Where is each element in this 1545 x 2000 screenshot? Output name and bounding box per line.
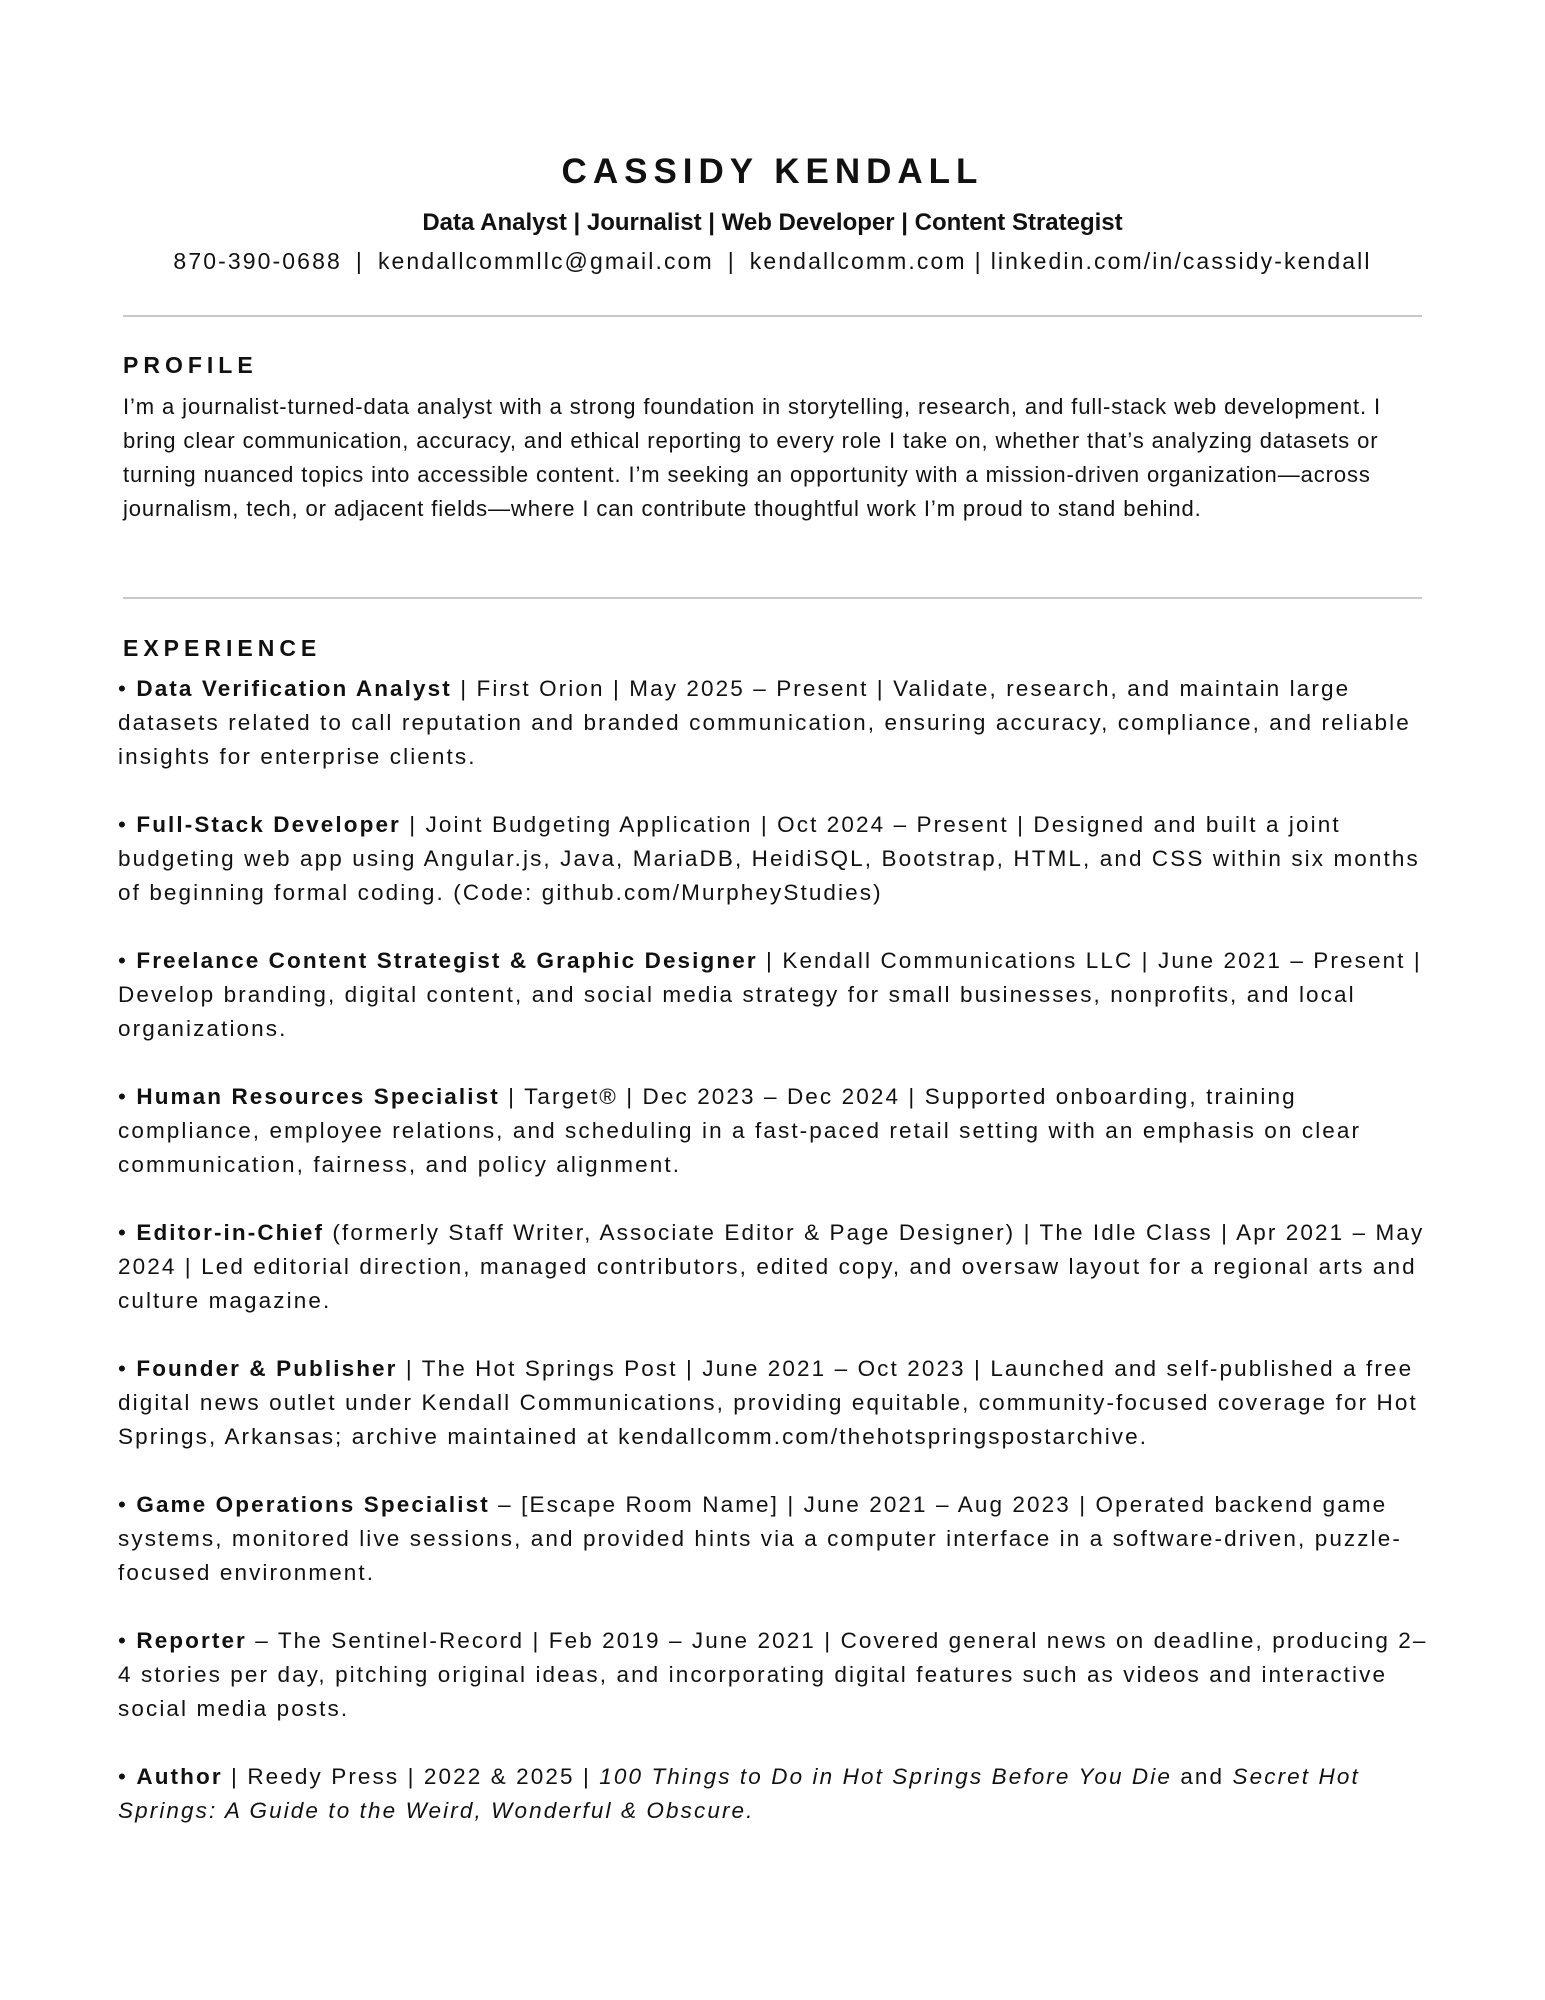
divider: [123, 315, 1422, 317]
contact-separator: |: [727, 248, 736, 274]
job-details: | Joint Budgeting Application | Oct 2024 – Present | Designed and built a joint budgeting web app using Angular.js, Java, MariaDB, HeidiSQL, Bootstrap, HTML, and CSS within six months of beginning formal coding. (Code: github.com/MurpheyStudies): [118, 812, 1420, 905]
job-title: Human Resources Specialist: [136, 1084, 500, 1109]
job-details: (formerly Staff Writer, Associate Editor & Page Designer) | The Idle Class | Apr 2021 – May 2024 | Led editorial direction, managed contributors, edited copy, and oversaw layout for a regional arts and culture magazine.: [118, 1220, 1425, 1313]
job-title: Game Operations Specialist: [136, 1492, 490, 1517]
website: kendallcomm.com: [749, 248, 967, 274]
book-title: Secret Hot Springs: A Guide to the Weird, Wonderful & Obscure.: [118, 1764, 1360, 1823]
author-details: | Reedy Press | 2022 & 2025 |: [222, 1764, 600, 1789]
linkedin-url: linkedin.com/in/cassidy-kendall: [990, 248, 1372, 274]
book-joiner: and: [1171, 1764, 1233, 1789]
book-title: 100 Things to Do in Hot Springs Before You Die: [599, 1764, 1172, 1789]
job-details: | Target® | Dec 2023 – Dec 2024 | Supported onboarding, training compliance, employee relations, and scheduling in a fast-paced retail setting with an emphasis on clear communication, fairness, and policy alignment.: [118, 1084, 1362, 1177]
experience-entry: [118, 1352, 1428, 1454]
experience-heading: EXPERIENCE: [123, 635, 322, 661]
job-title: Reporter: [136, 1628, 247, 1653]
experience-entry: [118, 1488, 1428, 1590]
contact-separator: |: [355, 248, 364, 274]
email-address: kendallcommllc@gmail.com: [377, 248, 714, 274]
job-title: Data Verification Analyst: [136, 676, 452, 701]
job-title: Author: [136, 1764, 223, 1789]
job-title: Editor-in-Chief: [136, 1220, 325, 1245]
profile-heading: PROFILE: [123, 352, 258, 378]
experience-entry: [118, 1216, 1428, 1318]
candidate-name: CASSIDY KENDALL: [561, 152, 984, 191]
contact-line: [0, 246, 1545, 276]
job-details: | Kendall Communications LLC | June 2021 – Present | Develop branding, digital content, and social media strategy for small businesses, nonprofits, and local organizations.: [118, 948, 1422, 1041]
bullet: •: [118, 676, 128, 701]
bullet: •: [118, 948, 128, 973]
job-details: – The Sentinel-Record | Feb 2019 – June 2021 | Covered general news on deadline, producing 2–4 stories per day, pitching original ideas, and incorporating digital features such as videos and interactive social media posts.: [118, 1628, 1428, 1721]
bullet: •: [118, 1764, 128, 1789]
job-title: Freelance Content Strategist & Graphic Designer: [136, 948, 758, 973]
experience-entry: [118, 944, 1428, 1046]
job-details: – [Escape Room Name] | June 2021 – Aug 2023 | Operated backend game systems, monitored live sessions, and provided hints via a computer interface in a software-driven, puzzle-focused environment.: [118, 1492, 1402, 1585]
experience-entry: [118, 1624, 1428, 1726]
bullet: •: [118, 1356, 128, 1381]
job-title: Founder & Publisher: [136, 1356, 398, 1381]
profile-text: I’m a journalist-turned-data analyst with a strong foundation in storytelling, research, and full-stack web development. I bring clear communication, accuracy, and ethical reporting to every role I take on, whether that’s analyzing datasets or turning nuanced topics into accessible content. I’m seeking an opportunity with a mission-driven organization—across journalism, tech, or adjacent fields—where I can contribute thoughtful work I’m proud to stand behind.: [123, 394, 1382, 521]
experience-entry: [118, 808, 1428, 910]
resume-header: [0, 148, 1545, 276]
tagline: Data Analyst | Journalist | Web Developer | Content Strategist: [422, 209, 1123, 236]
bullet: •: [118, 1492, 128, 1517]
bullet: •: [118, 1220, 128, 1245]
job-details: | The Hot Springs Post | June 2021 – Oct 2023 | Launched and self-published a free digital news outlet under Kendall Communications, providing equitable, community-focused coverage for Hot Springs, Arkansas; archive maintained at kendallcomm.com/thehotspringspostarchive.: [118, 1356, 1418, 1449]
experience-entry: [118, 1080, 1428, 1182]
experience-list: [118, 672, 1428, 1862]
bullet: •: [118, 812, 128, 837]
experience-entry: [118, 672, 1428, 774]
contact-separator: |: [974, 248, 983, 274]
job-details: | First Orion | May 2025 – Present | Validate, research, and maintain large datasets related to call reputation and branded communication, ensuring accuracy, compliance, and reliable insights for enterprise clients.: [118, 676, 1411, 769]
bullet: •: [118, 1084, 128, 1109]
bullet: •: [118, 1628, 128, 1653]
author-entry: [118, 1760, 1428, 1828]
job-title: Full-Stack Developer: [136, 812, 401, 837]
divider: [123, 597, 1422, 599]
phone-number: 870-390-0688: [173, 248, 342, 274]
